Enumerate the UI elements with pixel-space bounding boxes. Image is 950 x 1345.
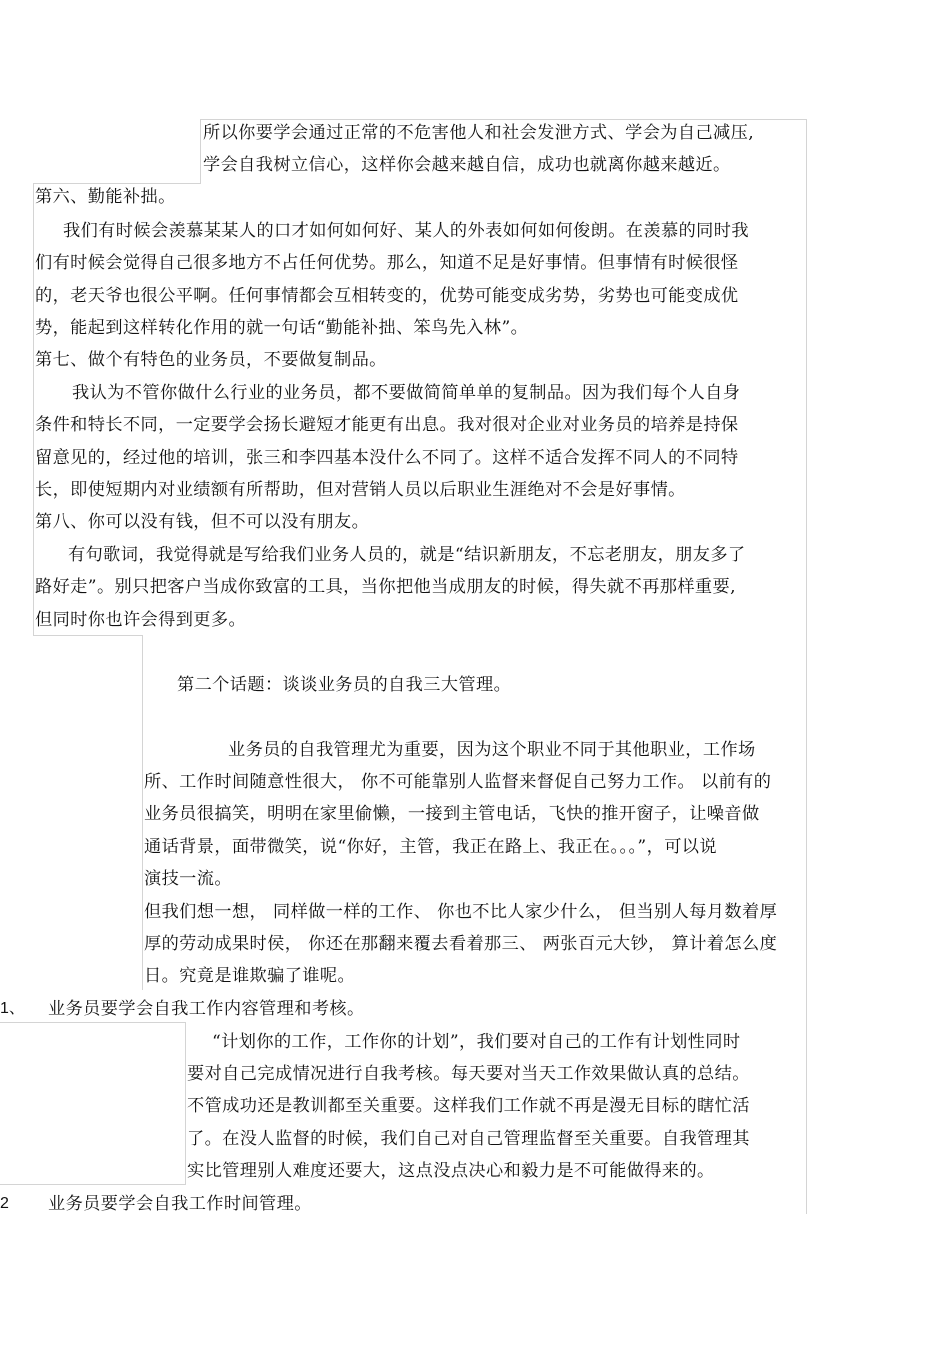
paragraph-line: 有句歌词，我觉得就是写给我们业务人员的，就是“结识新朋友，不忘老朋友，朋友多了 (68, 545, 746, 565)
list-number: 1、 (0, 1000, 25, 1017)
paragraph-line: 学会自我树立信心，这样你会越来越自信，成功也就离你越来越近。 (203, 155, 731, 175)
topic-title: 第二个话题：谈谈业务员的自我三大管理。 (177, 675, 512, 695)
section-heading: 第七、做个有特色的业务员，不要做复制品。 (35, 350, 387, 370)
paragraph-line: 实比管理别人难度还要大，这点没点决心和毅力是不可能做得来的。 (187, 1161, 715, 1181)
paragraph-line: 我们有时候会羡慕某某人的口才如何如何好、某人的外表如何如何俊朗。在羡慕的同时我 (63, 221, 749, 241)
frame-line (142, 635, 143, 990)
paragraph-line: “计划你的工作，工作你的计划”，我们要对自己的工作有计划性同时 (212, 1032, 741, 1052)
paragraph-line: 条件和特长不同，一定要学会扬长避短才能更有出息。我对很对企业对业务员的培养是持保 (35, 415, 739, 435)
paragraph-line: 业务员很搞笑，明明在家里偷懒，一接到主管电话，飞快的推开窗子，让噪音做 (144, 804, 760, 824)
paragraph-line: 但我们想一想， 同样做一样的工作、 你也不比人家少什么， 但当别人每月数着厚 (144, 902, 778, 922)
frame-line (185, 1022, 186, 1185)
list-item-heading: 业务员要学会自我工作时间管理。 (48, 1194, 312, 1214)
paragraph-line: 日。究竟是谁欺骗了谁呢。 (144, 966, 356, 986)
frame-line (33, 183, 201, 184)
paragraph-line: 所、工作时间随意性很大， 你不可能靠别人监督来督促自己努力工作。 以前有的 (144, 772, 772, 792)
frame-line (0, 1184, 186, 1185)
list-item-heading: 业务员要学会自我工作内容管理和考核。 (48, 999, 365, 1019)
paragraph-line: 要对自己完成情况进行自我考核。每天要对当天工作效果做认真的总结。 (187, 1064, 750, 1084)
paragraph-line: 我认为不管你做什么行业的业务员，都不要做简简单单的复制品。因为我们每个人自身 (72, 383, 741, 403)
paragraph-line: 长，即使短期内对业绩额有所帮助，但对营销人员以后职业生涯绝对不会是好事情。 (35, 480, 686, 500)
paragraph-line: 演技一流。 (144, 869, 232, 889)
frame-line (33, 183, 34, 635)
paragraph-line: 厚的劳动成果时侯， 你还在那翻来覆去看着那三、 两张百元大钞， 算计着怎么度 (144, 934, 778, 954)
frame-line (806, 119, 807, 1214)
paragraph-line: 留意见的，经过他的培训，张三和李四基本没什么不同了。这样不适合发挥不同人的不同特 (35, 448, 739, 468)
section-heading: 第六、勤能补拙。 (35, 187, 176, 207)
paragraph-line: 们有时候会觉得自己很多地方不占任何优势。那么，知道不足是好事情。但事情有时候很怪 (35, 253, 739, 273)
list-number: 2 (0, 1195, 9, 1212)
paragraph-line: 路好走”。别只把客户当成你致富的工具，当你把他当成朋友的时候，得失就不再那样重要, (35, 577, 736, 597)
frame-line (200, 119, 201, 183)
paragraph-line: 的，老天爷也很公平啊。任何事情都会互相转变的，优势可能变成劣势，劣势也可能变成优 (35, 286, 739, 306)
section-heading: 第八、你可以没有钱，但不可以没有朋友。 (35, 512, 370, 532)
frame-line (200, 119, 807, 120)
paragraph-line: 不管成功还是教训都至关重要。这样我们工作就不再是漫无目标的瞎忙活 (187, 1096, 750, 1116)
paragraph-line: 业务员的自我管理尤为重要，因为这个职业不同于其他职业，工作场 (228, 740, 756, 760)
paragraph-line: 了。在没人监督的时候，我们自己对自己管理监督至关重要。自我管理其 (187, 1129, 750, 1149)
frame-line (0, 1022, 186, 1023)
paragraph-line: 通话背景，面带微笑，说“你好，主管，我正在路上、我正在。。。”，可以说 (144, 837, 717, 857)
frame-line (33, 635, 143, 636)
paragraph-line: 所以你要学会通过正常的不危害他人和社会发泄方式、学会为自己减压, (203, 123, 755, 143)
paragraph-line: 势，能起到这样转化作用的就一句话“勤能补拙、笨鸟先入林”。 (35, 318, 529, 338)
paragraph-line: 但同时你也许会得到更多。 (35, 610, 247, 630)
